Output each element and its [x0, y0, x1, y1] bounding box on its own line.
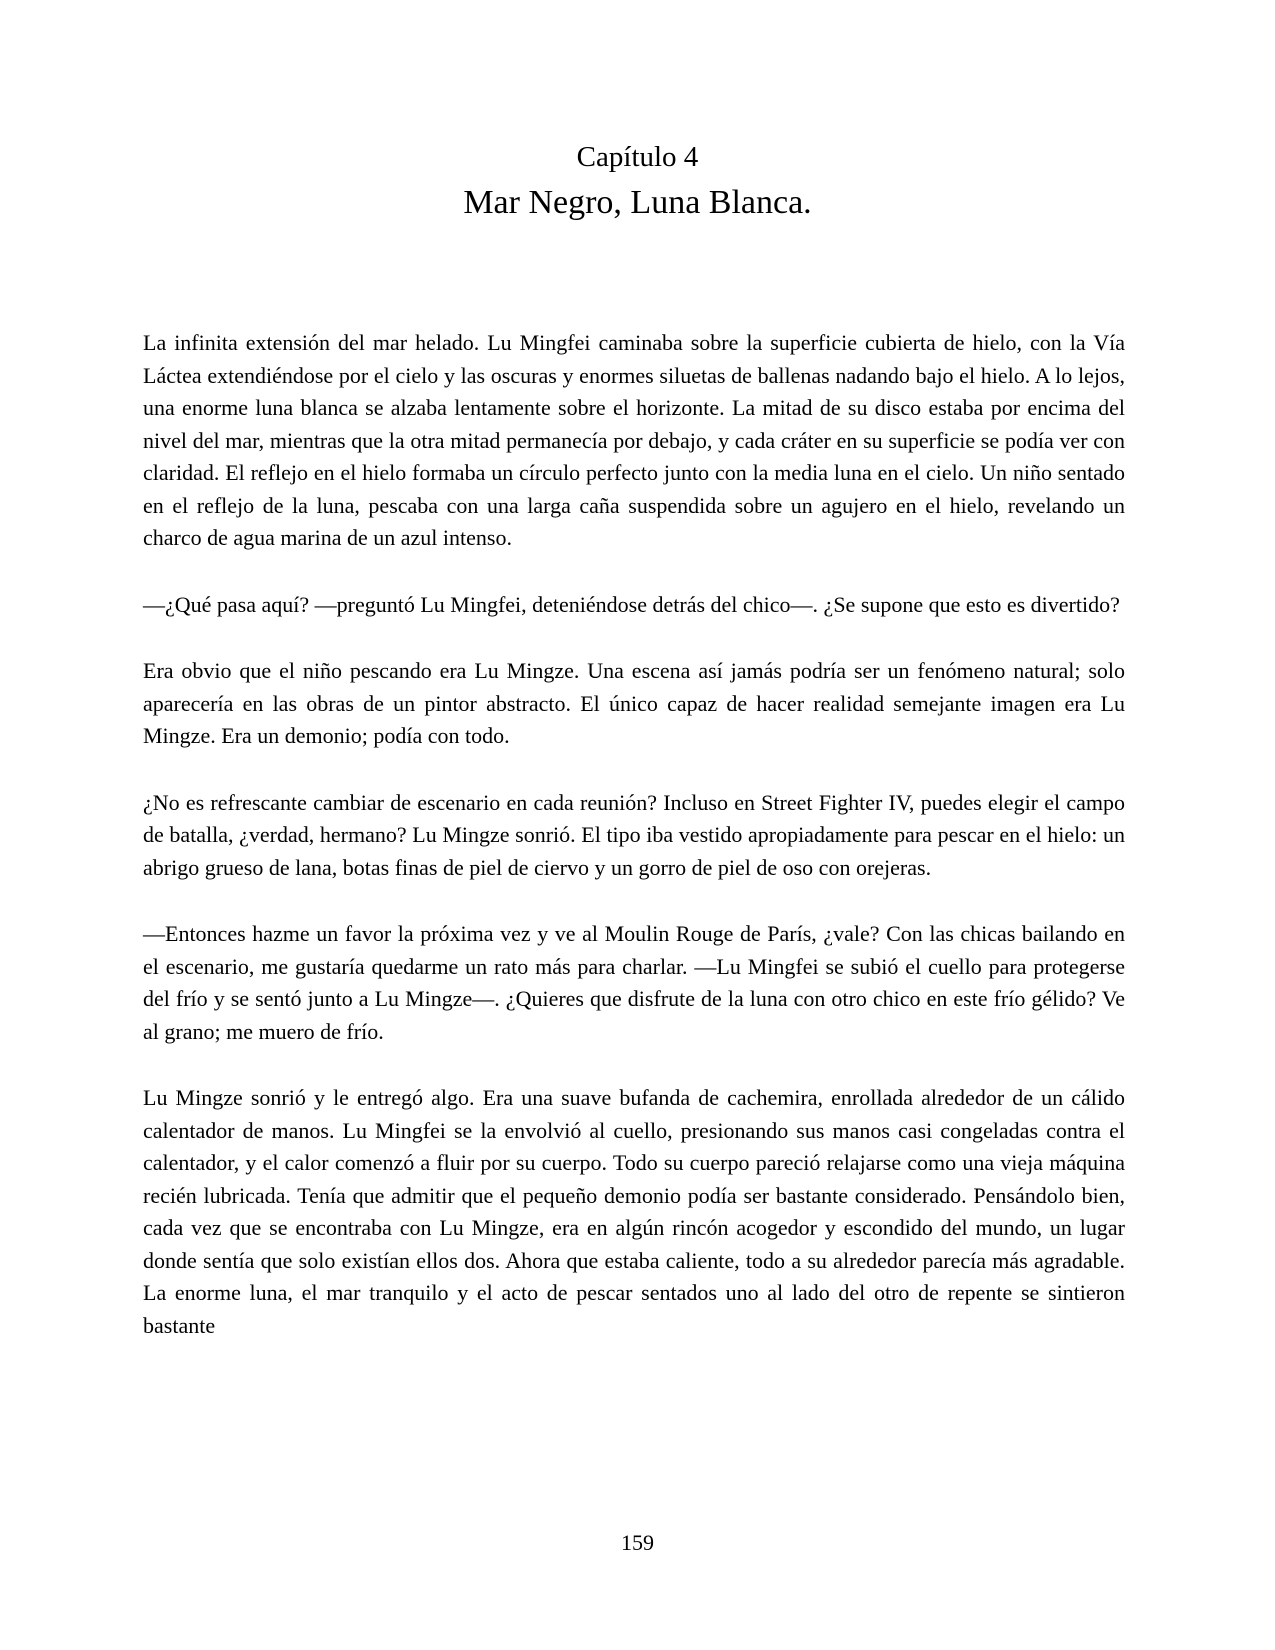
page-footer — [0, 1530, 1275, 1556]
body-paragraph: Era obvio que el niño pescando era Lu Mingze. Una escena así jamás podría ser un fenómeno natural; solo aparecería en las obras de un pintor abstracto. El único capaz de hacer realidad semejante imagen era Lu Mingze. Era un demonio; podía con todo. — [143, 658, 1125, 748]
chapter-header — [0, 140, 1275, 223]
body-paragraph: —Entonces hazme un favor la próxima vez y ve al Moulin Rouge de París, ¿vale? Con las chicas bailando en el escenario, me gustaría quedarme un rato más para charlar. —Lu Mingfei se subió el cuello para protegerse del frío y se sentó junto a Lu Mingze—. ¿Quieres que disfrute de la luna con otro chico en este frío gélido? Ve al grano; me muero de frío. — [143, 921, 1125, 1044]
body-paragraph: Lu Mingze sonrió y le entregó algo. Era una suave bufanda de cachemira, enrollada alrededor de un cálido calentador de manos. Lu Mingfei se la envolvió al cuello, presionando sus manos casi congeladas contra el calentador, y el calor comenzó a fluir por su cuerpo. Todo su cuerpo pareció relajarse como una vieja máquina recién lubricada. Tenía que admitir que el pequeño demonio podía ser bastante considerado. Pensándolo bien, cada vez que se encontraba con Lu Mingze, era en algún rincón acogedor y escondido del mundo, un lugar donde sentía que solo existían ellos dos. Ahora que estaba caliente, todo a su alrededor parecía más agradable. La enorme luna, el mar tranquilo y el acto de pescar sentados uno al lado del otro de repente se sintieron bastante — [143, 1085, 1125, 1338]
body-paragraph: ¿No es refrescante cambiar de escenario en cada reunión? Incluso en Street Fighter IV, puedes elegir el campo de batalla, ¿verdad, hermano? Lu Mingze sonrió. El tipo iba vestido apropiadamente para pescar en el hielo: un abrigo grueso de lana, botas finas de piel de ciervo y un gorro de piel de oso con orejeras. — [143, 789, 1125, 880]
page-body — [143, 327, 1125, 1376]
body-paragraph: La infinita extensión del mar helado. Lu Mingfei caminaba sobre la superficie cubierta de hielo, con la Vía Láctea extendiéndose por el cielo y las oscuras y enormes siluetas de ballenas nadando bajo el hielo. A lo lejos, una enorme luna blanca se alzaba lentamente sobre el horizonte. La mitad de su disco estaba por encima del nivel del mar, mientras que la otra mitad permanecía por debajo, y cada cráter en su superficie se podía ver con claridad. El reflejo en el hielo formaba un círculo perfecto junto con la media luna en el cielo. Un niño sentado en el reflejo de la luna, pescaba con una larga caña suspendida sobre un agujero en el hielo, revelando un charco de agua marina de un azul intenso. — [143, 330, 1125, 550]
chapter-title: Mar Negro, Luna Blanca. — [463, 184, 812, 221]
chapter-label: Capítulo 4 — [576, 141, 699, 173]
page-number: 159 — [621, 1530, 654, 1555]
body-paragraph: —¿Qué pasa aquí? —preguntó Lu Mingfei, deteniéndose detrás del chico—. ¿Se supone que esto es divertido? — [143, 591, 1120, 617]
